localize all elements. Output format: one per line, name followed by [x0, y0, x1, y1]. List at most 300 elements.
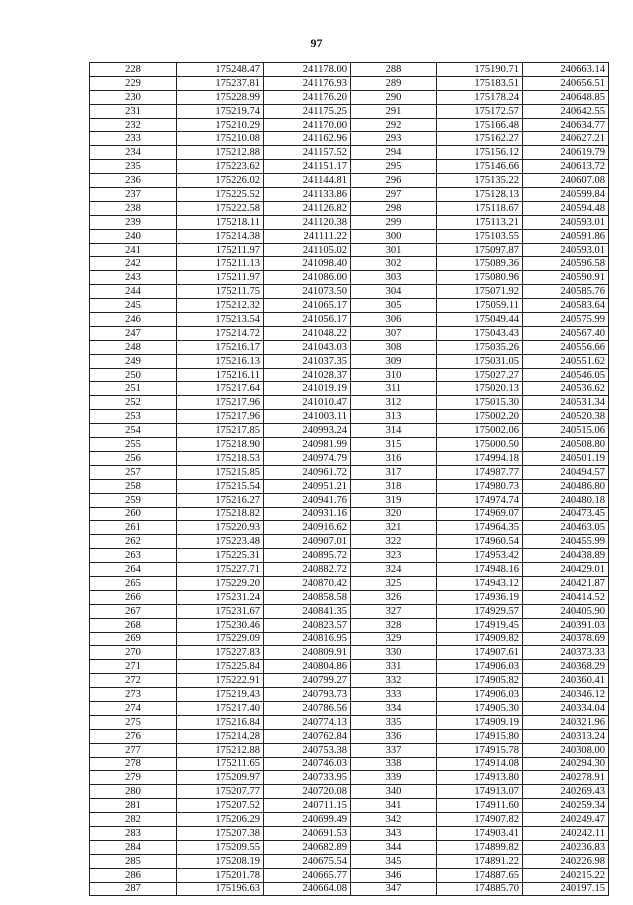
- table-row: [90, 285, 609, 299]
- table-row: [90, 299, 609, 313]
- left-y-coordinate-cell: 240753.38: [264, 743, 351, 757]
- left-x-coordinate-cell: 175218.53: [177, 451, 264, 465]
- right-point-number-cell: 331: [351, 660, 437, 674]
- right-x-coordinate-cell: 175183.51: [437, 76, 523, 90]
- left-y-coordinate-cell: 240907.01: [264, 535, 351, 549]
- right-point-number-cell: 290: [351, 90, 437, 104]
- left-y-coordinate-cell: 240809.91: [264, 646, 351, 660]
- table-row: [90, 368, 609, 382]
- right-point-number-cell: 296: [351, 174, 437, 188]
- left-y-coordinate-cell: 240916.62: [264, 521, 351, 535]
- right-point-number-cell: 338: [351, 757, 437, 771]
- left-point-number-cell: 268: [90, 618, 177, 632]
- right-x-coordinate-cell: 175020.13: [437, 382, 523, 396]
- left-point-number-cell: 278: [90, 757, 177, 771]
- right-y-coordinate-cell: 240590.91: [523, 271, 609, 285]
- right-y-coordinate-cell: 240648.85: [523, 90, 609, 104]
- right-point-number-cell: 339: [351, 771, 437, 785]
- table-row: [90, 826, 609, 840]
- table-row: [90, 160, 609, 174]
- table-row: [90, 271, 609, 285]
- right-point-number-cell: 337: [351, 743, 437, 757]
- right-x-coordinate-cell: 175146.66: [437, 160, 523, 174]
- right-x-coordinate-cell: 175071.92: [437, 285, 523, 299]
- right-y-coordinate-cell: 240438.89: [523, 549, 609, 563]
- right-point-number-cell: 341: [351, 799, 437, 813]
- left-y-coordinate-cell: 240961.72: [264, 465, 351, 479]
- left-point-number-cell: 233: [90, 132, 177, 146]
- right-point-number-cell: 289: [351, 76, 437, 90]
- right-point-number-cell: 309: [351, 354, 437, 368]
- table-row: [90, 354, 609, 368]
- table-row: [90, 674, 609, 688]
- right-x-coordinate-cell: 174899.82: [437, 840, 523, 854]
- table-row: [90, 757, 609, 771]
- left-x-coordinate-cell: 175219.43: [177, 688, 264, 702]
- left-y-coordinate-cell: 240870.42: [264, 576, 351, 590]
- left-y-coordinate-cell: 240931.16: [264, 507, 351, 521]
- right-y-coordinate-cell: 240249.47: [523, 813, 609, 827]
- right-y-coordinate-cell: 240368.29: [523, 660, 609, 674]
- left-x-coordinate-cell: 175237.81: [177, 76, 264, 90]
- left-point-number-cell: 267: [90, 604, 177, 618]
- right-y-coordinate-cell: 240607.08: [523, 174, 609, 188]
- left-y-coordinate-cell: 240675.54: [264, 854, 351, 868]
- table-row: [90, 688, 609, 702]
- right-y-coordinate-cell: 240378.69: [523, 632, 609, 646]
- left-x-coordinate-cell: 175223.48: [177, 535, 264, 549]
- left-x-coordinate-cell: 175210.08: [177, 132, 264, 146]
- left-y-coordinate-cell: 241048.22: [264, 326, 351, 340]
- right-point-number-cell: 315: [351, 438, 437, 452]
- right-y-coordinate-cell: 240634.77: [523, 118, 609, 132]
- table-row: [90, 549, 609, 563]
- right-y-coordinate-cell: 240259.34: [523, 799, 609, 813]
- table-row: [90, 563, 609, 577]
- right-y-coordinate-cell: 240242.11: [523, 826, 609, 840]
- table-row: [90, 771, 609, 785]
- table-row: [90, 382, 609, 396]
- right-point-number-cell: 347: [351, 882, 437, 896]
- left-y-coordinate-cell: 241111.22: [264, 229, 351, 243]
- left-point-number-cell: 241: [90, 243, 177, 257]
- left-y-coordinate-cell: 240858.58: [264, 590, 351, 604]
- right-x-coordinate-cell: 175135.22: [437, 174, 523, 188]
- left-x-coordinate-cell: 175220.93: [177, 521, 264, 535]
- right-y-coordinate-cell: 240596.58: [523, 257, 609, 271]
- left-point-number-cell: 276: [90, 729, 177, 743]
- right-point-number-cell: 316: [351, 451, 437, 465]
- table-row: [90, 313, 609, 327]
- left-x-coordinate-cell: 175211.65: [177, 757, 264, 771]
- left-y-coordinate-cell: 241086.00: [264, 271, 351, 285]
- right-x-coordinate-cell: 175118.67: [437, 201, 523, 215]
- table-row: [90, 660, 609, 674]
- table-row: [90, 340, 609, 354]
- left-point-number-cell: 263: [90, 549, 177, 563]
- right-x-coordinate-cell: 174906.03: [437, 660, 523, 674]
- left-y-coordinate-cell: 241037.35: [264, 354, 351, 368]
- right-point-number-cell: 334: [351, 701, 437, 715]
- right-x-coordinate-cell: 174919.45: [437, 618, 523, 632]
- left-point-number-cell: 255: [90, 438, 177, 452]
- left-y-coordinate-cell: 240974.79: [264, 451, 351, 465]
- right-x-coordinate-cell: 175162.27: [437, 132, 523, 146]
- table-row: [90, 243, 609, 257]
- left-y-coordinate-cell: 241098.40: [264, 257, 351, 271]
- right-point-number-cell: 330: [351, 646, 437, 660]
- left-point-number-cell: 259: [90, 493, 177, 507]
- right-x-coordinate-cell: 175128.13: [437, 188, 523, 202]
- table-row: [90, 590, 609, 604]
- table-row: [90, 465, 609, 479]
- table-row: [90, 701, 609, 715]
- left-x-coordinate-cell: 175217.40: [177, 701, 264, 715]
- left-point-number-cell: 228: [90, 63, 177, 77]
- left-y-coordinate-cell: 240762.84: [264, 729, 351, 743]
- right-point-number-cell: 306: [351, 313, 437, 327]
- left-point-number-cell: 269: [90, 632, 177, 646]
- right-x-coordinate-cell: 175172.57: [437, 104, 523, 118]
- left-x-coordinate-cell: 175218.11: [177, 215, 264, 229]
- left-x-coordinate-cell: 175214.38: [177, 229, 264, 243]
- right-point-number-cell: 319: [351, 493, 437, 507]
- right-y-coordinate-cell: 240656.51: [523, 76, 609, 90]
- left-point-number-cell: 235: [90, 160, 177, 174]
- right-y-coordinate-cell: 240591.86: [523, 229, 609, 243]
- left-x-coordinate-cell: 175216.11: [177, 368, 264, 382]
- right-x-coordinate-cell: 174914.08: [437, 757, 523, 771]
- left-point-number-cell: 273: [90, 688, 177, 702]
- left-x-coordinate-cell: 175211.75: [177, 285, 264, 299]
- table-row: [90, 632, 609, 646]
- left-y-coordinate-cell: 240691.53: [264, 826, 351, 840]
- right-y-coordinate-cell: 240585.76: [523, 285, 609, 299]
- right-y-coordinate-cell: 240619.79: [523, 146, 609, 160]
- table-row: [90, 424, 609, 438]
- left-y-coordinate-cell: 241178.00: [264, 63, 351, 77]
- left-point-number-cell: 237: [90, 188, 177, 202]
- right-y-coordinate-cell: 240556.66: [523, 340, 609, 354]
- right-point-number-cell: 323: [351, 549, 437, 563]
- table-row: [90, 535, 609, 549]
- right-y-coordinate-cell: 240278.91: [523, 771, 609, 785]
- right-x-coordinate-cell: 174907.61: [437, 646, 523, 660]
- right-x-coordinate-cell: 174964.35: [437, 521, 523, 535]
- table-row: [90, 188, 609, 202]
- left-x-coordinate-cell: 175227.83: [177, 646, 264, 660]
- left-y-coordinate-cell: 240733.95: [264, 771, 351, 785]
- left-point-number-cell: 229: [90, 76, 177, 90]
- left-point-number-cell: 264: [90, 563, 177, 577]
- right-point-number-cell: 301: [351, 243, 437, 257]
- right-x-coordinate-cell: 175190.71: [437, 63, 523, 77]
- right-x-coordinate-cell: 174969.07: [437, 507, 523, 521]
- left-x-coordinate-cell: 175209.97: [177, 771, 264, 785]
- left-x-coordinate-cell: 175222.91: [177, 674, 264, 688]
- right-y-coordinate-cell: 240421.87: [523, 576, 609, 590]
- right-x-coordinate-cell: 174936.19: [437, 590, 523, 604]
- left-point-number-cell: 265: [90, 576, 177, 590]
- left-x-coordinate-cell: 175210.29: [177, 118, 264, 132]
- right-x-coordinate-cell: 174909.19: [437, 715, 523, 729]
- right-x-coordinate-cell: 174915.80: [437, 729, 523, 743]
- right-point-number-cell: 312: [351, 396, 437, 410]
- right-y-coordinate-cell: 240429.01: [523, 563, 609, 577]
- right-point-number-cell: 327: [351, 604, 437, 618]
- right-x-coordinate-cell: 175080.96: [437, 271, 523, 285]
- right-x-coordinate-cell: 175166.48: [437, 118, 523, 132]
- table-row: [90, 479, 609, 493]
- right-y-coordinate-cell: 240405.90: [523, 604, 609, 618]
- right-y-coordinate-cell: 240583.64: [523, 299, 609, 313]
- left-y-coordinate-cell: 241056.17: [264, 313, 351, 327]
- right-x-coordinate-cell: 175178.24: [437, 90, 523, 104]
- right-y-coordinate-cell: 240599.84: [523, 188, 609, 202]
- left-y-coordinate-cell: 241043.03: [264, 340, 351, 354]
- left-x-coordinate-cell: 175229.09: [177, 632, 264, 646]
- right-y-coordinate-cell: 240515.06: [523, 424, 609, 438]
- left-y-coordinate-cell: 241065.17: [264, 299, 351, 313]
- right-point-number-cell: 292: [351, 118, 437, 132]
- left-point-number-cell: 280: [90, 785, 177, 799]
- left-y-coordinate-cell: 240816.95: [264, 632, 351, 646]
- right-point-number-cell: 326: [351, 590, 437, 604]
- left-x-coordinate-cell: 175248.47: [177, 63, 264, 77]
- right-x-coordinate-cell: 175031.05: [437, 354, 523, 368]
- left-y-coordinate-cell: 241175.25: [264, 104, 351, 118]
- table-row: [90, 229, 609, 243]
- left-y-coordinate-cell: 241105.02: [264, 243, 351, 257]
- left-x-coordinate-cell: 175214.72: [177, 326, 264, 340]
- right-point-number-cell: 320: [351, 507, 437, 521]
- right-point-number-cell: 325: [351, 576, 437, 590]
- right-x-coordinate-cell: 174907.82: [437, 813, 523, 827]
- left-point-number-cell: 257: [90, 465, 177, 479]
- right-point-number-cell: 288: [351, 63, 437, 77]
- left-point-number-cell: 242: [90, 257, 177, 271]
- left-point-number-cell: 247: [90, 326, 177, 340]
- left-y-coordinate-cell: 241120.38: [264, 215, 351, 229]
- left-point-number-cell: 230: [90, 90, 177, 104]
- left-y-coordinate-cell: 241028.37: [264, 368, 351, 382]
- right-point-number-cell: 302: [351, 257, 437, 271]
- left-point-number-cell: 281: [90, 799, 177, 813]
- right-x-coordinate-cell: 174960.54: [437, 535, 523, 549]
- right-point-number-cell: 311: [351, 382, 437, 396]
- right-y-coordinate-cell: 240494.57: [523, 465, 609, 479]
- left-x-coordinate-cell: 175207.52: [177, 799, 264, 813]
- left-x-coordinate-cell: 175218.90: [177, 438, 264, 452]
- right-point-number-cell: 297: [351, 188, 437, 202]
- right-y-coordinate-cell: 240334.04: [523, 701, 609, 715]
- right-y-coordinate-cell: 240486.80: [523, 479, 609, 493]
- right-point-number-cell: 303: [351, 271, 437, 285]
- left-x-coordinate-cell: 175217.64: [177, 382, 264, 396]
- right-point-number-cell: 318: [351, 479, 437, 493]
- right-x-coordinate-cell: 174948.16: [437, 563, 523, 577]
- right-y-coordinate-cell: 240269.43: [523, 785, 609, 799]
- right-x-coordinate-cell: 174891.22: [437, 854, 523, 868]
- table-row: [90, 63, 609, 77]
- right-y-coordinate-cell: 240567.40: [523, 326, 609, 340]
- left-y-coordinate-cell: 240823.57: [264, 618, 351, 632]
- left-point-number-cell: 244: [90, 285, 177, 299]
- left-point-number-cell: 274: [90, 701, 177, 715]
- right-point-number-cell: 295: [351, 160, 437, 174]
- left-y-coordinate-cell: 241144.81: [264, 174, 351, 188]
- left-x-coordinate-cell: 175211.97: [177, 271, 264, 285]
- left-x-coordinate-cell: 175216.27: [177, 493, 264, 507]
- right-y-coordinate-cell: 240593.01: [523, 243, 609, 257]
- table-row: [90, 813, 609, 827]
- right-x-coordinate-cell: 174980.73: [437, 479, 523, 493]
- right-x-coordinate-cell: 174994.18: [437, 451, 523, 465]
- right-y-coordinate-cell: 240593.01: [523, 215, 609, 229]
- right-y-coordinate-cell: 240391.03: [523, 618, 609, 632]
- right-y-coordinate-cell: 240480.18: [523, 493, 609, 507]
- left-point-number-cell: 248: [90, 340, 177, 354]
- right-y-coordinate-cell: 240294.30: [523, 757, 609, 771]
- right-y-coordinate-cell: 240373.33: [523, 646, 609, 660]
- left-x-coordinate-cell: 175217.96: [177, 396, 264, 410]
- left-y-coordinate-cell: 241003.11: [264, 410, 351, 424]
- left-y-coordinate-cell: 240720.08: [264, 785, 351, 799]
- left-point-number-cell: 256: [90, 451, 177, 465]
- right-y-coordinate-cell: 240313.24: [523, 729, 609, 743]
- right-y-coordinate-cell: 240360.41: [523, 674, 609, 688]
- left-x-coordinate-cell: 175214.28: [177, 729, 264, 743]
- right-x-coordinate-cell: 175103.55: [437, 229, 523, 243]
- table-row: [90, 493, 609, 507]
- right-point-number-cell: 300: [351, 229, 437, 243]
- right-point-number-cell: 298: [351, 201, 437, 215]
- left-x-coordinate-cell: 175218.82: [177, 507, 264, 521]
- right-y-coordinate-cell: 240531.34: [523, 396, 609, 410]
- table-row: [90, 785, 609, 799]
- left-x-coordinate-cell: 175212.32: [177, 299, 264, 313]
- left-point-number-cell: 245: [90, 299, 177, 313]
- left-x-coordinate-cell: 175225.84: [177, 660, 264, 674]
- right-x-coordinate-cell: 175002.20: [437, 410, 523, 424]
- right-x-coordinate-cell: 174953.42: [437, 549, 523, 563]
- left-point-number-cell: 234: [90, 146, 177, 160]
- left-x-coordinate-cell: 175231.67: [177, 604, 264, 618]
- right-point-number-cell: 322: [351, 535, 437, 549]
- left-point-number-cell: 250: [90, 368, 177, 382]
- right-y-coordinate-cell: 240463.05: [523, 521, 609, 535]
- page-number: 97: [310, 36, 323, 50]
- left-point-number-cell: 277: [90, 743, 177, 757]
- table-row: [90, 799, 609, 813]
- left-x-coordinate-cell: 175201.78: [177, 868, 264, 882]
- left-x-coordinate-cell: 175206.29: [177, 813, 264, 827]
- table-row: [90, 604, 609, 618]
- left-y-coordinate-cell: 240895.72: [264, 549, 351, 563]
- right-y-coordinate-cell: 240501.19: [523, 451, 609, 465]
- right-point-number-cell: 317: [351, 465, 437, 479]
- right-x-coordinate-cell: 175049.44: [437, 313, 523, 327]
- left-point-number-cell: 243: [90, 271, 177, 285]
- left-point-number-cell: 236: [90, 174, 177, 188]
- right-x-coordinate-cell: 174911.60: [437, 799, 523, 813]
- left-point-number-cell: 238: [90, 201, 177, 215]
- right-point-number-cell: 346: [351, 868, 437, 882]
- left-x-coordinate-cell: 175228.99: [177, 90, 264, 104]
- table-row: [90, 174, 609, 188]
- table-row: [90, 854, 609, 868]
- left-x-coordinate-cell: 175215.85: [177, 465, 264, 479]
- right-point-number-cell: 305: [351, 299, 437, 313]
- left-point-number-cell: 253: [90, 410, 177, 424]
- right-point-number-cell: 340: [351, 785, 437, 799]
- left-x-coordinate-cell: 175211.13: [177, 257, 264, 271]
- left-point-number-cell: 287: [90, 882, 177, 896]
- table-row: [90, 201, 609, 215]
- right-y-coordinate-cell: 240546.05: [523, 368, 609, 382]
- left-x-coordinate-cell: 175209.55: [177, 840, 264, 854]
- left-x-coordinate-cell: 175211.97: [177, 243, 264, 257]
- table-row: [90, 257, 609, 271]
- right-point-number-cell: 304: [351, 285, 437, 299]
- left-y-coordinate-cell: 241170.00: [264, 118, 351, 132]
- right-y-coordinate-cell: 240226.98: [523, 854, 609, 868]
- right-x-coordinate-cell: 174887.65: [437, 868, 523, 882]
- left-y-coordinate-cell: 240981.99: [264, 438, 351, 452]
- right-y-coordinate-cell: 240321.96: [523, 715, 609, 729]
- left-y-coordinate-cell: 241176.93: [264, 76, 351, 90]
- left-y-coordinate-cell: 240804.86: [264, 660, 351, 674]
- left-x-coordinate-cell: 175208.19: [177, 854, 264, 868]
- left-x-coordinate-cell: 175226.02: [177, 174, 264, 188]
- right-y-coordinate-cell: 240455.99: [523, 535, 609, 549]
- right-y-coordinate-cell: 240551.62: [523, 354, 609, 368]
- left-y-coordinate-cell: 241019.19: [264, 382, 351, 396]
- left-point-number-cell: 284: [90, 840, 177, 854]
- table-row: [90, 90, 609, 104]
- table-row: [90, 326, 609, 340]
- table-row: [90, 438, 609, 452]
- left-x-coordinate-cell: 175216.13: [177, 354, 264, 368]
- left-x-coordinate-cell: 175222.58: [177, 201, 264, 215]
- left-x-coordinate-cell: 175213.54: [177, 313, 264, 327]
- right-point-number-cell: 344: [351, 840, 437, 854]
- coordinates-table-body: [90, 63, 609, 896]
- left-point-number-cell: 240: [90, 229, 177, 243]
- left-y-coordinate-cell: 241162.96: [264, 132, 351, 146]
- right-point-number-cell: 342: [351, 813, 437, 827]
- left-point-number-cell: 232: [90, 118, 177, 132]
- table-row: [90, 743, 609, 757]
- right-x-coordinate-cell: 175015.30: [437, 396, 523, 410]
- right-y-coordinate-cell: 240613.72: [523, 160, 609, 174]
- left-point-number-cell: 231: [90, 104, 177, 118]
- left-y-coordinate-cell: 241176.20: [264, 90, 351, 104]
- left-y-coordinate-cell: 240699.49: [264, 813, 351, 827]
- right-point-number-cell: 324: [351, 563, 437, 577]
- left-x-coordinate-cell: 175219.74: [177, 104, 264, 118]
- left-x-coordinate-cell: 175207.77: [177, 785, 264, 799]
- right-x-coordinate-cell: 174909.82: [437, 632, 523, 646]
- right-x-coordinate-cell: 174903.41: [437, 826, 523, 840]
- right-x-coordinate-cell: 174905.30: [437, 701, 523, 715]
- left-y-coordinate-cell: 240711.15: [264, 799, 351, 813]
- left-x-coordinate-cell: 175207.38: [177, 826, 264, 840]
- right-x-coordinate-cell: 175089.36: [437, 257, 523, 271]
- right-point-number-cell: 336: [351, 729, 437, 743]
- table-row: [90, 410, 609, 424]
- right-y-coordinate-cell: 240575.99: [523, 313, 609, 327]
